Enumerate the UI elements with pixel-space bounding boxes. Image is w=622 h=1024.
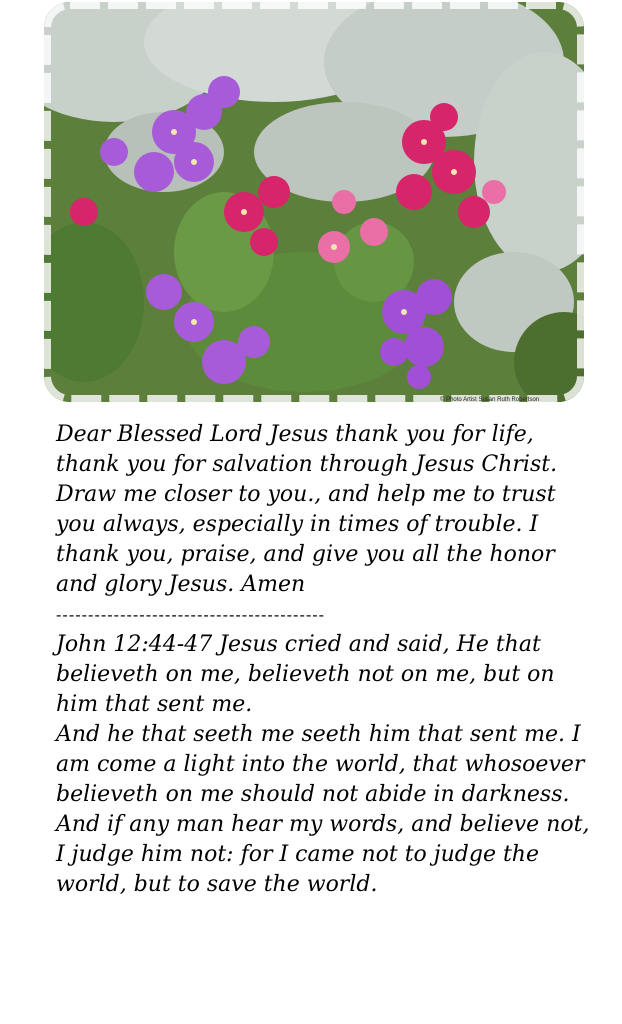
- text-content: [56, 420, 596, 900]
- flower-photo-illustration: [44, 2, 584, 402]
- flower-photo: [44, 2, 584, 402]
- scripture-verse-2: And he that seeth me seeth him that sent me. I am come a light into the world, that whosoever believeth on me should not abide in darkness.: [56, 722, 585, 807]
- divider-line: ------------------------------------------: [56, 605, 326, 624]
- scripture-verse-1: John 12:44-47 Jesus cried and said, He that believeth on me, believeth not on me, but on him that sent me.: [56, 632, 555, 717]
- photo-credit: © Photo Artist Susan Ruth Robertson: [440, 397, 540, 403]
- scripture-verse-3: And if any man hear my words, and believe not, I judge him not: for I came not to judge the world, but to save the world.: [56, 812, 590, 897]
- prayer-text: Dear Blessed Lord Jesus thank you for life, thank you for salvation through Jesus Christ. Draw me closer to you., and help me to trust you always, especially in times of trouble. I thank you, praise, and give you all the honor and glory Jesus. Amen: [56, 422, 558, 597]
